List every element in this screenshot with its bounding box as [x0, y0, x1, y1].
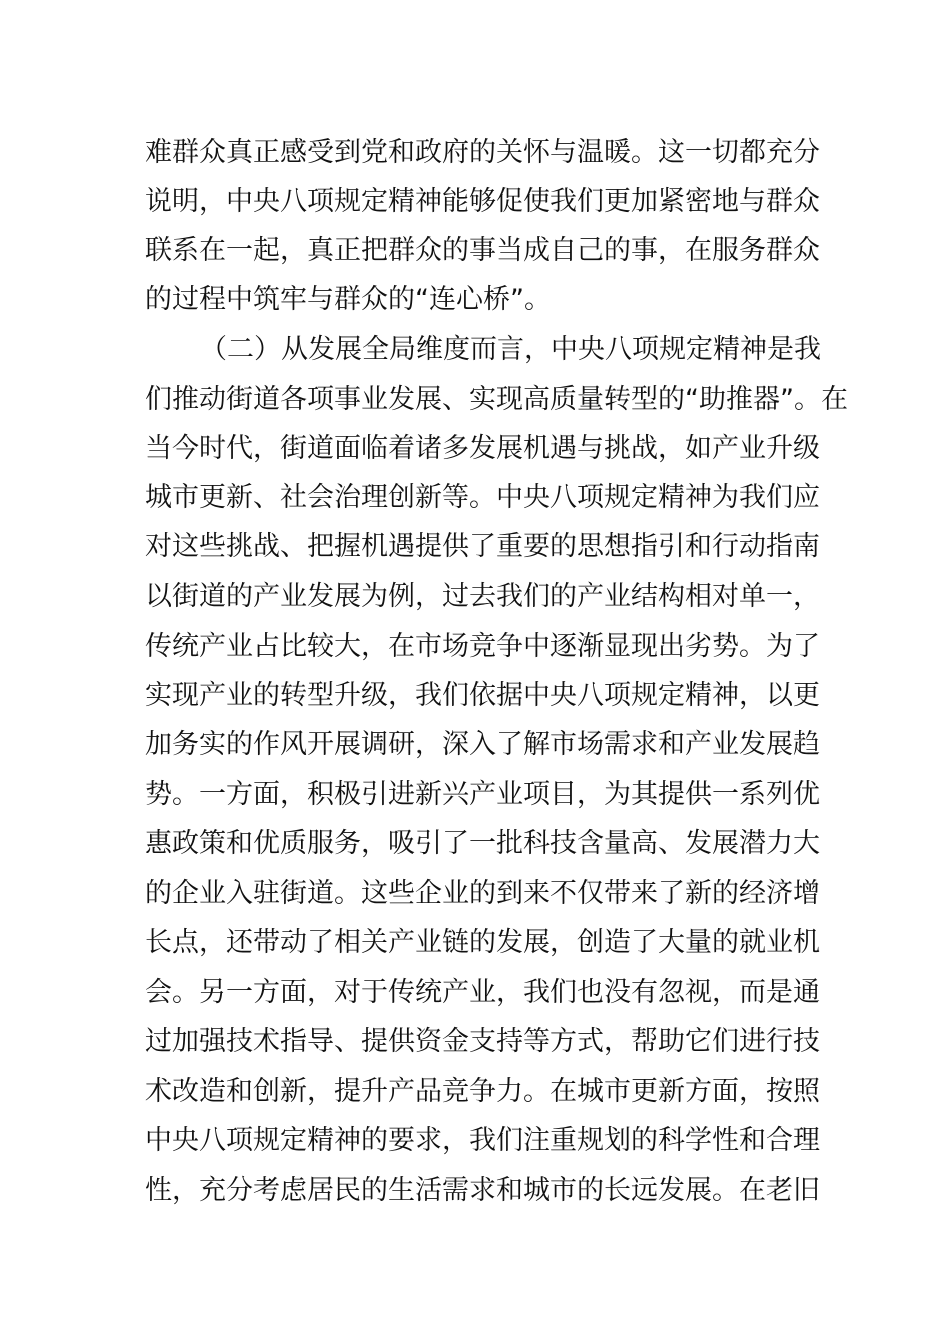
text-line: 的过程中筑牢与群众的“连心桥”。 — [145, 284, 551, 315]
text-line: 惠政策和优质服务，吸引了一批科技含量高、发展潜力大 — [145, 828, 820, 859]
text-line: 联系在一起，真正把群众的事当成自己的事，在服务群众 — [145, 235, 820, 266]
text-line: 传统产业占比较大，在市场竞争中逐渐显现出劣势。为了 — [145, 631, 820, 662]
text-line: 对这些挑战、把握机遇提供了重要的思想指引和行动指南 — [145, 531, 820, 562]
text-line: 们推动街道各项事业发展、实现高质量转型的“助推器”。在 — [145, 384, 848, 415]
text-line: 当今时代，街道面临着诸多发展机遇与挑战，如产业升级 — [145, 433, 820, 464]
text-line: 说明，中央八项规定精神能够促使我们更加紧密地与群众 — [145, 186, 820, 217]
text-line: 过加强技术指导、提供资金支持等方式，帮助它们进行技 — [145, 1026, 820, 1057]
text-line: 中央八项规定精神的要求，我们注重规划的科学性和合理 — [145, 1125, 820, 1156]
text-line: 性，充分考虑居民的生活需求和城市的长远发展。在老旧 — [145, 1175, 820, 1206]
text-line: 的企业入驻街道。这些企业的到来不仅带来了新的经济增 — [145, 878, 820, 909]
text-line: 城市更新、社会治理创新等。中央八项规定精神为我们应 — [145, 482, 820, 513]
paragraph-heading-line: （二）从发展全局维度而言，中央八项规定精神是我 — [200, 334, 821, 365]
text-line: 难群众真正感受到党和政府的关怀与温暖。这一切都充分 — [145, 137, 820, 168]
text-line: 加务实的作风开展调研，深入了解市场需求和产业发展趋 — [145, 729, 820, 760]
text-line: 势。一方面，积极引进新兴产业项目，为其提供一系列优 — [145, 779, 820, 810]
text-line: 术改造和创新，提升产品竞争力。在城市更新方面，按照 — [145, 1076, 820, 1107]
text-line: 以街道的产业发展为例，过去我们的产业结构相对单一， — [145, 581, 820, 612]
text-line: 会。另一方面，对于传统产业，我们也没有忽视，而是通 — [145, 977, 820, 1008]
text-line: 实现产业的转型升级，我们依据中央八项规定精神，以更 — [145, 680, 820, 711]
text-line: 长点，还带动了相关产业链的发展，创造了大量的就业机 — [145, 927, 820, 958]
